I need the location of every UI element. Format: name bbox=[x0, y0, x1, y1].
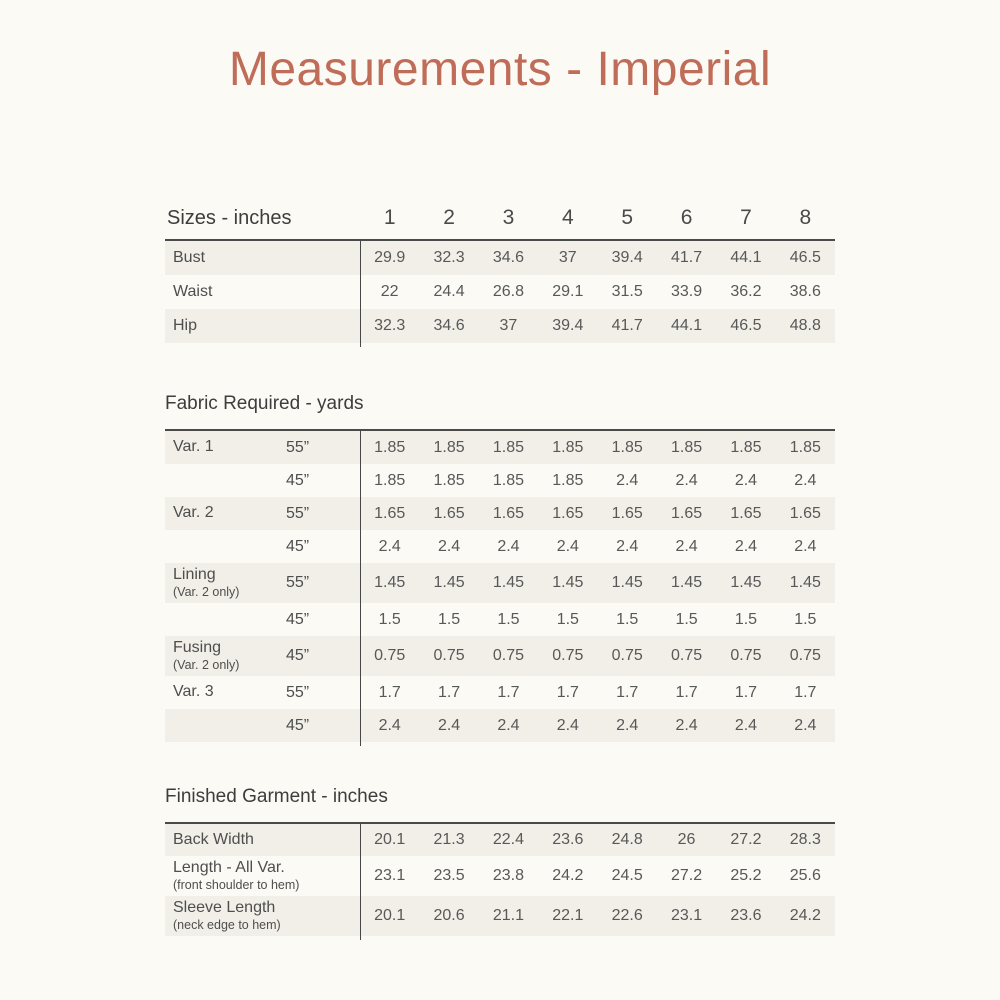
cell-value: 1.5 bbox=[794, 610, 817, 628]
cell-value: 34.6 bbox=[433, 317, 465, 334]
column-divider bbox=[360, 241, 361, 347]
cell-value: 37 bbox=[558, 249, 577, 266]
cell-value: 29.9 bbox=[374, 249, 406, 266]
cell-value: 20.1 bbox=[374, 907, 406, 924]
fabric-width-label: 45” bbox=[286, 471, 310, 489]
size-column-header: 4 bbox=[561, 206, 574, 229]
cell-value: 24.4 bbox=[433, 283, 465, 300]
row-label: Waist bbox=[173, 282, 213, 300]
cell-value: 26.8 bbox=[492, 283, 524, 300]
fabric-width-label: 45” bbox=[286, 610, 310, 628]
cell-value: 1.7 bbox=[556, 683, 579, 701]
cell-value: 2.4 bbox=[556, 537, 579, 555]
cell-value: 1.65 bbox=[374, 504, 406, 522]
row-label-sub: (neck edge to hem) bbox=[173, 917, 281, 932]
cell-value: 48.8 bbox=[789, 317, 821, 334]
cell-value: 23.6 bbox=[730, 907, 762, 924]
cell-value: 20.1 bbox=[374, 831, 406, 848]
cell-value: 25.2 bbox=[730, 867, 762, 884]
cell-value: 2.4 bbox=[497, 537, 520, 555]
cell-value: 1.85 bbox=[789, 438, 821, 456]
fabric-width-label: 55” bbox=[286, 574, 310, 591]
cell-value: 2.4 bbox=[734, 471, 758, 489]
fabric-section bbox=[165, 393, 835, 742]
fabric-heading: Fabric Required - yards bbox=[165, 393, 364, 414]
fabric-width-label: 55” bbox=[286, 683, 310, 701]
cell-value: 1.5 bbox=[616, 610, 639, 628]
fabric-width-label: 55” bbox=[286, 438, 310, 456]
cell-value: 1.65 bbox=[789, 504, 821, 522]
cell-value: 22.1 bbox=[552, 907, 584, 924]
finished-garment-section bbox=[165, 786, 835, 936]
cell-value: 34.6 bbox=[492, 249, 524, 266]
cell-value: 39.4 bbox=[611, 249, 643, 266]
cell-value: 1.45 bbox=[611, 574, 643, 591]
row-label-main: Sleeve Length bbox=[173, 899, 276, 917]
fabric-width-label: 55” bbox=[286, 504, 310, 522]
column-divider bbox=[360, 824, 361, 940]
cell-value: 1.85 bbox=[552, 471, 584, 489]
cell-value: 1.45 bbox=[670, 574, 703, 591]
cell-value: 1.45 bbox=[730, 574, 762, 591]
column-divider bbox=[360, 431, 361, 746]
cell-value: 1.65 bbox=[552, 504, 584, 522]
sizes-header-row bbox=[165, 197, 835, 241]
row-label-main: Lining bbox=[173, 566, 216, 584]
size-column-header: 6 bbox=[680, 206, 693, 229]
fabric-table-body bbox=[165, 429, 835, 742]
cell-value: 1.85 bbox=[433, 438, 465, 456]
cell-value: 2.4 bbox=[556, 716, 579, 734]
cell-value: 1.85 bbox=[433, 471, 465, 489]
cell-value: 1.7 bbox=[497, 683, 520, 701]
cell-value: 1.65 bbox=[730, 504, 762, 522]
row-label-main: Length - All Var. bbox=[173, 859, 285, 877]
cell-value: 22 bbox=[380, 283, 399, 300]
cell-value: 2.4 bbox=[378, 537, 401, 555]
size-column-header: 3 bbox=[502, 206, 515, 229]
cell-value: 1.45 bbox=[492, 574, 524, 591]
cell-value: 26 bbox=[677, 831, 696, 848]
cell-value: 1.45 bbox=[789, 574, 821, 591]
table-row-var1-45 bbox=[165, 464, 835, 497]
cell-value: 39.4 bbox=[552, 317, 584, 334]
cell-value: 0.75 bbox=[670, 647, 703, 664]
cell-value: 1.5 bbox=[378, 610, 401, 628]
table-row-hip bbox=[165, 309, 835, 343]
size-column-header: 5 bbox=[621, 206, 634, 229]
cell-value: 24.2 bbox=[552, 867, 584, 884]
cell-value: 29.1 bbox=[552, 283, 584, 300]
cell-value: 1.7 bbox=[437, 683, 461, 701]
cell-value: 25.6 bbox=[789, 867, 821, 884]
cell-value: 32.3 bbox=[433, 249, 465, 266]
cell-value: 28.3 bbox=[789, 831, 821, 848]
row-label: Var. 3 bbox=[173, 683, 214, 701]
cell-value: 22.4 bbox=[492, 831, 524, 848]
table-row-sleeve-length bbox=[165, 896, 835, 936]
sizes-heading: Sizes - inches bbox=[167, 206, 292, 229]
size-column-header: 2 bbox=[443, 206, 455, 229]
row-label-sub: (front shoulder to hem) bbox=[173, 877, 300, 892]
cell-value: 44.1 bbox=[730, 249, 762, 266]
fabric-width-label: 45” bbox=[286, 537, 310, 555]
cell-value: 1.65 bbox=[611, 504, 643, 522]
size-column-header: 7 bbox=[740, 206, 752, 229]
cell-value: 2.4 bbox=[616, 716, 639, 734]
cell-value: 23.1 bbox=[374, 867, 406, 884]
content bbox=[165, 197, 835, 936]
sizes-table-body bbox=[165, 241, 835, 343]
row-label bbox=[165, 859, 360, 893]
cell-value: 2.4 bbox=[675, 716, 698, 734]
fabric-width-label: 45” bbox=[286, 647, 310, 664]
cell-value: 23.6 bbox=[552, 831, 584, 848]
cell-value: 1.65 bbox=[433, 504, 465, 522]
cell-value: 44.1 bbox=[670, 317, 703, 334]
row-label: Bust bbox=[173, 248, 206, 266]
page-title: Measurements - Imperial bbox=[228, 43, 772, 96]
cell-value: 0.75 bbox=[492, 647, 524, 664]
row-label bbox=[165, 639, 280, 673]
cell-value: 1.85 bbox=[374, 471, 406, 489]
finished-garment-heading: Finished Garment - inches bbox=[165, 786, 388, 807]
cell-value: 1.5 bbox=[437, 610, 461, 628]
cell-value: 1.5 bbox=[675, 610, 698, 628]
row-label: Hip bbox=[173, 316, 198, 334]
cell-value: 32.3 bbox=[374, 317, 406, 334]
cell-value: 1.85 bbox=[730, 438, 762, 456]
size-column-header: 1 bbox=[383, 206, 396, 229]
cell-value: 2.4 bbox=[437, 537, 461, 555]
cell-value: 2.4 bbox=[794, 537, 817, 555]
cell-value: 1.65 bbox=[492, 504, 524, 522]
cell-value: 1.5 bbox=[556, 610, 579, 628]
table-row-var3-45 bbox=[165, 709, 835, 742]
cell-value: 1.7 bbox=[616, 683, 639, 701]
table-row-var3-55 bbox=[165, 676, 835, 709]
cell-value: 1.85 bbox=[611, 438, 643, 456]
row-label: Var. 2 bbox=[173, 504, 214, 522]
cell-value: 24.5 bbox=[611, 867, 643, 884]
cell-value: 2.4 bbox=[794, 471, 817, 489]
cell-value: 0.75 bbox=[730, 647, 762, 664]
cell-value: 22.6 bbox=[611, 907, 643, 924]
row-label: Var. 1 bbox=[173, 438, 214, 456]
cell-value: 23.1 bbox=[670, 907, 703, 924]
table-row-lining-45 bbox=[165, 603, 835, 636]
table-row-waist bbox=[165, 275, 835, 309]
cell-value: 46.5 bbox=[730, 317, 762, 334]
cell-value: 1.45 bbox=[552, 574, 584, 591]
cell-value: 38.6 bbox=[789, 283, 821, 300]
table-row-lining-55 bbox=[165, 563, 835, 603]
cell-value: 27.2 bbox=[730, 831, 762, 848]
cell-value: 2.4 bbox=[734, 537, 758, 555]
cell-value: 1.85 bbox=[492, 438, 524, 456]
table-row-fusing-45 bbox=[165, 636, 835, 676]
cell-value: 1.45 bbox=[433, 574, 465, 591]
cell-value: 1.5 bbox=[734, 610, 758, 628]
cell-value: 2.4 bbox=[616, 537, 639, 555]
cell-value: 24.8 bbox=[611, 831, 643, 848]
row-label bbox=[165, 899, 360, 933]
cell-value: 0.75 bbox=[552, 647, 584, 664]
cell-value: 2.4 bbox=[497, 716, 520, 734]
cell-value: 41.7 bbox=[611, 317, 643, 334]
cell-value: 20.6 bbox=[433, 907, 465, 924]
cell-value: 1.85 bbox=[670, 438, 703, 456]
cell-value: 2.4 bbox=[616, 471, 639, 489]
cell-value: 2.4 bbox=[378, 716, 401, 734]
cell-value: 1.5 bbox=[497, 610, 520, 628]
cell-value: 0.75 bbox=[433, 647, 465, 664]
row-label-main: Fusing bbox=[173, 639, 222, 657]
table-row-back-width bbox=[165, 824, 835, 856]
table-row-var2-55 bbox=[165, 497, 835, 530]
cell-value: 2.4 bbox=[437, 716, 461, 734]
cell-value: 41.7 bbox=[670, 249, 703, 266]
cell-value: 0.75 bbox=[374, 647, 406, 664]
row-label: Back Width bbox=[173, 830, 254, 848]
cell-value: 21.3 bbox=[433, 831, 465, 848]
cell-value: 1.85 bbox=[552, 438, 584, 456]
cell-value: 1.85 bbox=[374, 438, 406, 456]
size-column-header: 8 bbox=[799, 206, 812, 229]
cell-value: 0.75 bbox=[611, 647, 643, 664]
cell-value: 1.45 bbox=[374, 574, 406, 591]
cell-value: 2.4 bbox=[675, 537, 698, 555]
row-label bbox=[165, 566, 280, 600]
cell-value: 2.4 bbox=[794, 716, 817, 734]
cell-value: 33.9 bbox=[670, 283, 703, 300]
cell-value: 1.7 bbox=[675, 683, 698, 701]
cell-value: 2.4 bbox=[734, 716, 758, 734]
cell-value: 1.7 bbox=[794, 683, 817, 701]
cell-value: 46.5 bbox=[789, 249, 821, 266]
row-label-sub: (Var. 2 only) bbox=[173, 584, 240, 599]
cell-value: 31.5 bbox=[611, 283, 643, 300]
cell-value: 2.4 bbox=[675, 471, 698, 489]
cell-value: 27.2 bbox=[670, 867, 703, 884]
row-label-sub: (Var. 2 only) bbox=[173, 657, 240, 672]
fabric-width-label: 45” bbox=[286, 716, 310, 734]
cell-value: 36.2 bbox=[730, 283, 762, 300]
table-row-var2-45 bbox=[165, 530, 835, 563]
cell-value: 1.7 bbox=[734, 683, 758, 701]
cell-value: 1.7 bbox=[378, 683, 401, 701]
table-row-length bbox=[165, 856, 835, 896]
cell-value: 23.8 bbox=[492, 867, 524, 884]
sizes-section bbox=[165, 197, 835, 343]
cell-value: 23.5 bbox=[433, 867, 465, 884]
cell-value: 21.1 bbox=[492, 907, 524, 924]
cell-value: 24.2 bbox=[789, 907, 821, 924]
cell-value: 1.65 bbox=[670, 504, 703, 522]
finished-table-body bbox=[165, 822, 835, 936]
cell-value: 1.85 bbox=[492, 471, 524, 489]
cell-value: 0.75 bbox=[789, 647, 821, 664]
table-row-bust bbox=[165, 241, 835, 275]
cell-value: 37 bbox=[499, 317, 518, 334]
table-row-var1-55 bbox=[165, 431, 835, 464]
